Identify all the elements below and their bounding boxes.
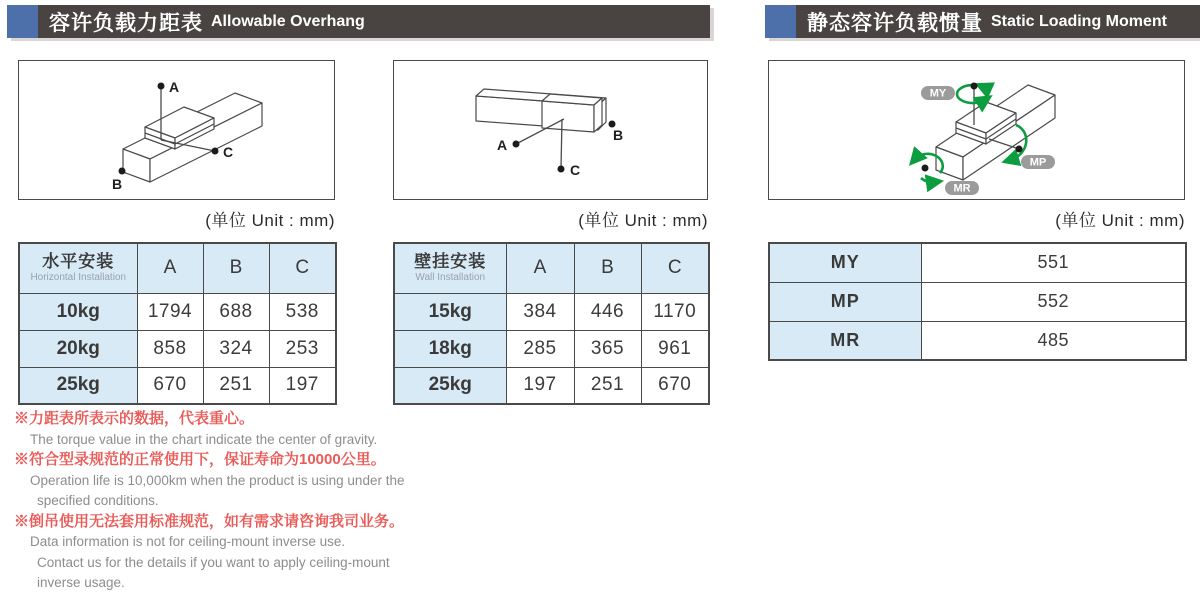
column-header-a: A bbox=[506, 243, 574, 293]
rail-overhang-drawing-side bbox=[394, 61, 707, 199]
my-badge bbox=[921, 86, 955, 100]
footnote-zh-3: ※倒吊使用无法套用标准规范，如有需求请咨询我司业务。 bbox=[14, 512, 405, 530]
point-b-label: B bbox=[613, 127, 624, 143]
install-type-en: Horizontal Installation bbox=[30, 272, 127, 284]
value-cell: 670 bbox=[641, 367, 709, 404]
diagram-box-horizontal-installation bbox=[18, 60, 335, 200]
footnotes-block bbox=[14, 409, 494, 594]
unit-label-right: (单位 Unit : mm) bbox=[1055, 211, 1185, 230]
moment-value-cell: 551 bbox=[921, 243, 1186, 282]
mr-badge-label: MR bbox=[953, 182, 971, 195]
column-header-c: C bbox=[269, 243, 336, 293]
value-cell: 197 bbox=[269, 367, 336, 404]
install-type-header-cell bbox=[19, 243, 137, 293]
section-header-static-loading-moment bbox=[765, 5, 1200, 38]
value-cell: 253 bbox=[269, 330, 336, 367]
value-cell: 384 bbox=[506, 293, 574, 330]
table-row bbox=[19, 367, 336, 404]
point-c-dot bbox=[212, 148, 219, 155]
footnote-en-3-cont2: inverse usage. bbox=[37, 575, 125, 590]
unit-label-left: (单位 Unit : mm) bbox=[205, 211, 335, 230]
value-cell: 446 bbox=[574, 293, 641, 330]
rail-body bbox=[123, 93, 262, 182]
value-cell: 1170 bbox=[641, 293, 709, 330]
point-b-dot bbox=[119, 168, 126, 175]
column-header-c: C bbox=[641, 243, 709, 293]
diagram-box-wall-installation bbox=[393, 60, 708, 200]
point-c-label: C bbox=[570, 162, 581, 178]
value-cell: 670 bbox=[137, 367, 203, 404]
mp-badge bbox=[1021, 155, 1055, 169]
diagram-box-static-moments bbox=[768, 60, 1185, 200]
footnote-en-3-cont1: Contact us for the details if you want to apply ceiling-mount bbox=[37, 554, 390, 570]
section-header-allowable-overhang bbox=[7, 5, 710, 38]
value-cell: 285 bbox=[506, 330, 574, 367]
moment-label-cell: MR bbox=[769, 321, 921, 360]
footnote-en-2: Operation life is 10,000km when the product is using under the bbox=[30, 472, 405, 488]
value-cell: 688 bbox=[203, 293, 269, 330]
column-header-b: B bbox=[574, 243, 641, 293]
value-cell: 365 bbox=[574, 330, 641, 367]
table-row bbox=[394, 330, 709, 367]
table-wall-installation bbox=[393, 242, 710, 405]
section-title-zh: 静态容许负载惯量 bbox=[807, 11, 983, 35]
point-a-label: A bbox=[169, 79, 180, 95]
value-cell: 197 bbox=[506, 367, 574, 404]
mr-badge bbox=[945, 181, 979, 195]
point-c-dot bbox=[558, 166, 565, 173]
column-header-a: A bbox=[137, 243, 203, 293]
mp-badge-label: MP bbox=[1029, 156, 1047, 169]
table-row bbox=[394, 293, 709, 330]
rail-moment-drawing bbox=[769, 61, 1184, 199]
table-row bbox=[19, 330, 336, 367]
footnote-en-1: The torque value in the chart indicate the center of gravity. bbox=[30, 431, 378, 447]
table-row bbox=[394, 367, 709, 404]
table-row bbox=[769, 321, 1186, 360]
header-accent-square bbox=[7, 5, 38, 38]
install-type-zh: 壁挂安装 bbox=[414, 252, 487, 272]
moment-label-cell: MP bbox=[769, 282, 921, 321]
value-cell: 1794 bbox=[137, 293, 203, 330]
install-type-zh: 水平安装 bbox=[42, 252, 115, 272]
point-a-dot bbox=[513, 141, 520, 148]
moment-value-cell: 552 bbox=[921, 282, 1186, 321]
section-title-en: Static Loading Moment bbox=[991, 12, 1167, 30]
point-a-dot bbox=[158, 83, 165, 90]
table-row bbox=[769, 282, 1186, 321]
section-title-zh: 容许负载力距表 bbox=[49, 11, 203, 35]
install-type-en: Wall Installation bbox=[415, 272, 486, 284]
mp-axis-dot bbox=[1016, 146, 1023, 153]
point-c-label: C bbox=[223, 144, 234, 160]
section-title-en: Allowable Overhang bbox=[211, 12, 365, 30]
point-b-label: B bbox=[112, 176, 123, 192]
table-row bbox=[19, 293, 336, 330]
row-label-cell: 25kg bbox=[394, 367, 506, 404]
row-label-cell: 15kg bbox=[394, 293, 506, 330]
moment-value-cell: 485 bbox=[921, 321, 1186, 360]
value-cell: 538 bbox=[269, 293, 336, 330]
install-type-header-cell bbox=[394, 243, 506, 293]
row-label-cell: 18kg bbox=[394, 330, 506, 367]
table-horizontal-installation bbox=[18, 242, 337, 405]
column-header-b: B bbox=[203, 243, 269, 293]
header-accent-square bbox=[765, 5, 796, 38]
value-cell: 251 bbox=[203, 367, 269, 404]
value-cell: 251 bbox=[574, 367, 641, 404]
value-cell: 961 bbox=[641, 330, 709, 367]
footnote-zh-1: ※力距表所表示的数据，代表重心。 bbox=[14, 410, 255, 427]
moment-label-cell: MY bbox=[769, 243, 921, 282]
table-row bbox=[769, 243, 1186, 282]
row-label-cell: 20kg bbox=[19, 330, 137, 367]
footnote-en-3: Data information is not for ceiling-mount inverse use. bbox=[30, 534, 346, 549]
rail-body bbox=[476, 89, 606, 132]
my-axis-dot bbox=[971, 83, 978, 90]
table-static-loading-moment bbox=[768, 242, 1187, 361]
unit-label-middle: (单位 Unit : mm) bbox=[578, 211, 708, 230]
rail-overhang-drawing-iso bbox=[19, 61, 334, 199]
row-label-cell: 25kg bbox=[19, 367, 137, 404]
footnote-en-2-cont: specified conditions. bbox=[37, 493, 159, 508]
value-cell: 324 bbox=[203, 330, 269, 367]
point-a-label: A bbox=[497, 137, 508, 153]
my-badge-label: MY bbox=[929, 87, 947, 100]
value-cell: 858 bbox=[137, 330, 203, 367]
mr-axis-dot bbox=[922, 165, 929, 172]
row-label-cell: 10kg bbox=[19, 293, 137, 330]
footnote-zh-2: ※符合型录规范的正常使用下，保证寿命为10000公里。 bbox=[14, 451, 386, 468]
